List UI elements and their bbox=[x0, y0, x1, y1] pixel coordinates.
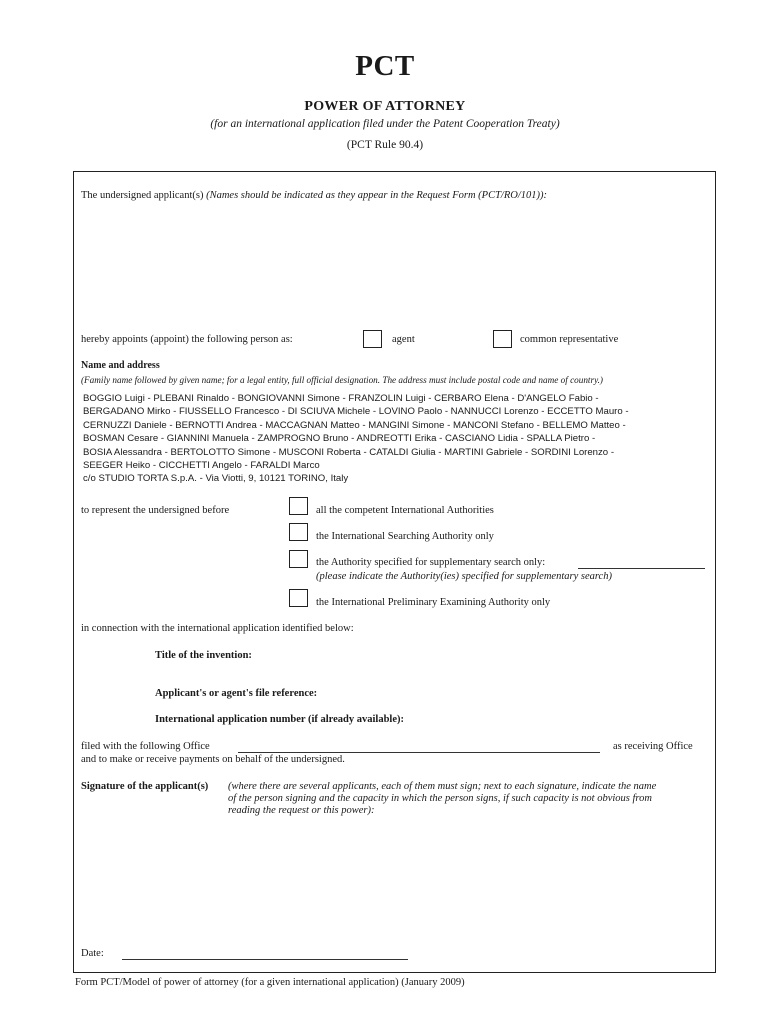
agents-line: CERNUZZI Daniele - BERNOTTI Andrea - MACCAGNAN Matteo - MANGINI Simone - MANCONI Stefano - BELLEMO Matteo - bbox=[83, 419, 626, 431]
application-intro: in connection with the international application identified below: bbox=[81, 623, 354, 634]
signature-note bbox=[228, 781, 656, 817]
agents-line: BOSMAN Cesare - GIANNINI Manuela - ZAMPROGNO Bruno - ANDREOTTI Erika - CASCIANO Lidia - SPALLA Pietro - bbox=[83, 433, 596, 445]
payments-statement: and to make or receive payments on behalf of the undersigned. bbox=[81, 754, 345, 765]
document-subtitle: POWER OF ATTORNEY bbox=[304, 99, 466, 114]
signature-label: Signature of the applicant(s) bbox=[81, 781, 209, 792]
appoint-statement: hereby appoints (appoint) the following person as: bbox=[81, 334, 293, 345]
agents-line: BERGADANO Mirko - FIUSSELLO Francesco - DI SCIUVA Michele - LOVINO Paolo - NANNUCCI Lorenzo - ECCETTO Mauro - bbox=[83, 406, 629, 418]
application-number-label: International application number (if already available): bbox=[155, 714, 404, 725]
agents-list bbox=[83, 392, 629, 486]
signature-note-line: reading the request or this power): bbox=[228, 805, 375, 816]
applicants-note: (Names should be indicated as they appear in the Request Form (PCT/RO/101)): bbox=[206, 190, 547, 201]
form-footer: Form PCT/Model of power of attorney (for a given international application) (January 2009) bbox=[75, 977, 465, 988]
filed-with-label: filed with the following Office bbox=[81, 741, 210, 752]
applicants-statement bbox=[81, 190, 547, 201]
supplementary-authority-note: (please indicate the Authority(ies) specified for supplementary search) bbox=[316, 571, 612, 582]
document-title: PCT bbox=[355, 50, 415, 82]
agents-line: BOGGIO Luigi - PLEBANI Rinaldo - BONGIOVANNI Simone - FRANZOLIN Luigi - CERBARO Elena - D'ANGELO Fabio - bbox=[83, 393, 599, 404]
supplementary-authority-field[interactable] bbox=[578, 568, 705, 569]
agents-line: SEEGER Heiko - CICCHETTI Angelo - FARALDI Marco bbox=[83, 460, 320, 472]
date-field[interactable] bbox=[122, 959, 408, 960]
searching-authority-checkbox[interactable] bbox=[289, 523, 308, 541]
common-representative-checkbox[interactable] bbox=[493, 330, 512, 348]
searching-authority-label: the International Searching Authority only bbox=[316, 531, 494, 542]
supplementary-authority-checkbox[interactable] bbox=[289, 550, 308, 568]
name-address-heading: Name and address bbox=[81, 360, 160, 371]
examining-authority-label: the International Preliminary Examining Authority only bbox=[316, 597, 551, 608]
agent-checkbox[interactable] bbox=[363, 330, 382, 348]
all-authorities-label: all the competent International Authorities bbox=[316, 505, 494, 516]
represent-statement: to represent the undersigned before bbox=[81, 505, 230, 516]
all-authorities-checkbox[interactable] bbox=[289, 497, 308, 515]
agent-option-label: agent bbox=[392, 334, 415, 345]
signature-note-line: of the person signing and the capacity in which the person signs, if such capacity is not obvious from bbox=[228, 793, 652, 804]
file-reference-label: Applicant's or agent's file reference: bbox=[155, 688, 318, 699]
signature-note-line: (where there are several applicants, each of them must sign; next to each signature, indicate the name bbox=[228, 781, 657, 792]
receiving-office-field[interactable] bbox=[238, 752, 600, 753]
name-address-note: (Family name followed by given name; for a legal entity, full official designation. The address must include postal code and name of country.) bbox=[81, 375, 603, 385]
agent-address: c/o STUDIO TORTA S.p.A. - Via Viotti, 9, 10121 TORINO, Italy bbox=[83, 473, 349, 485]
common-representative-option-label: common representative bbox=[520, 334, 619, 345]
receiving-office-label: as receiving Office bbox=[613, 741, 693, 752]
agents-line: BOSIA Alessandra - BERTOLOTTO Simone - MUSCONI Roberta - CATALDI Giulia - MARTINI Gabriele - SORDINI Lorenzo - bbox=[83, 446, 615, 458]
invention-title-label: Title of the invention: bbox=[155, 650, 252, 661]
supplementary-authority-label: the Authority specified for supplementary search only: bbox=[316, 557, 546, 568]
applicants-label: The undersigned applicant(s) bbox=[81, 190, 204, 201]
examining-authority-checkbox[interactable] bbox=[289, 589, 308, 607]
document-rule-reference: (PCT Rule 90.4) bbox=[346, 139, 424, 151]
document-subtitle-note: (for an international application filed under the Patent Cooperation Treaty) bbox=[210, 118, 560, 130]
date-label: Date: bbox=[81, 948, 104, 959]
